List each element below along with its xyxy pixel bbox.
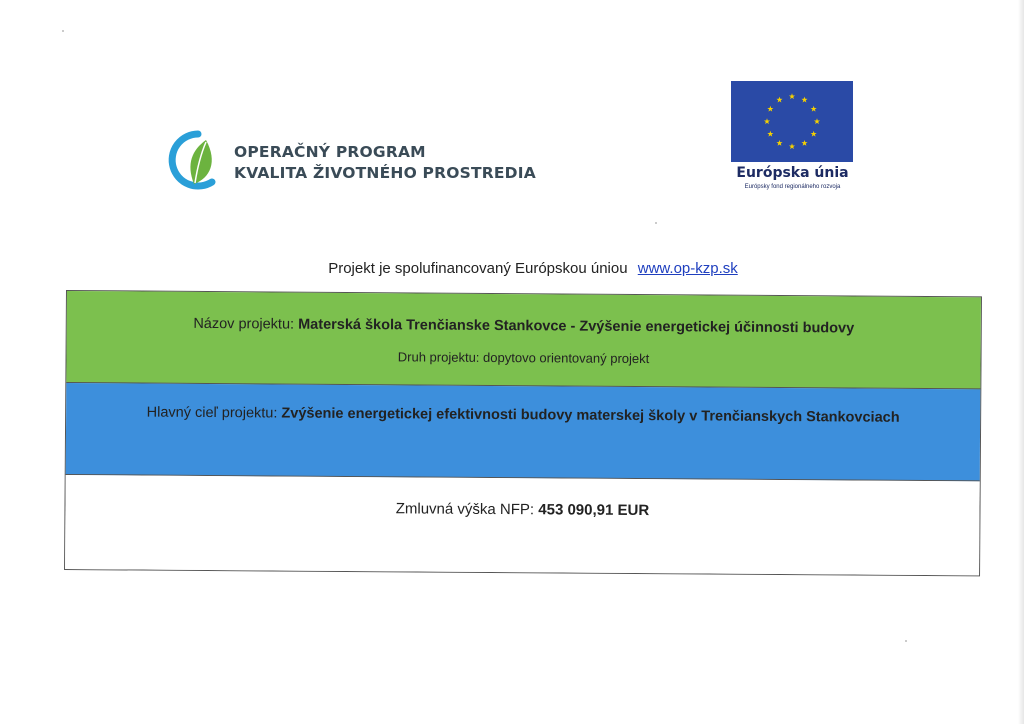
website-link[interactable]: www.op-kzp.sk [637,260,738,277]
project-board [64,290,982,576]
eu-logo [731,81,854,197]
project-amount-value: 453 090,91 EUR [538,501,650,520]
eu-flag-icon [731,81,853,162]
scan-speck [62,30,64,32]
project-name-value: Materská škola Trenčianske Stankovce - Zvýšenie energetickej účinnosti budovy [298,316,855,337]
project-type-value: dopytovo orientovaný projekt [483,349,650,367]
scan-edge [1018,0,1024,724]
project-goal-value: Zvýšenie energetickej efektivnosti budovy materskej školy v Trenčianskych Stankovciach [281,405,900,426]
project-goal-section [66,383,981,481]
op-kzp-logo [162,128,542,192]
project-type-row [66,347,980,368]
op-kzp-emblem-icon [162,128,222,192]
project-amount-label: Zmluvná výška NFP: [395,500,535,519]
eu-subtitle: Európsky fond regionálneho rozvoja [744,184,841,190]
project-amount-row [65,498,979,521]
op-kzp-line1: OPERAČNÝ PROGRAM [234,143,426,161]
project-amount-section [65,475,980,575]
op-kzp-line2: KVALITA ŽIVOTNÉHO PROSTREDIA [234,164,536,182]
project-name-section [66,291,981,389]
cofinancing-text: Projekt je spolufinancovaný Európskou úniou [328,260,628,277]
project-goal-row [66,404,980,426]
project-type-label: Druh projektu: [397,349,480,365]
project-name-row [67,315,981,337]
project-name-label: Názov projektu: [193,315,295,333]
eu-title: Európska únia [736,165,849,181]
scan-speck [905,640,907,642]
cofinancing-statement [0,260,1024,277]
op-kzp-name [234,142,536,184]
scan-speck [655,222,657,224]
project-goal-label: Hlavný cieľ projektu: [146,404,278,422]
